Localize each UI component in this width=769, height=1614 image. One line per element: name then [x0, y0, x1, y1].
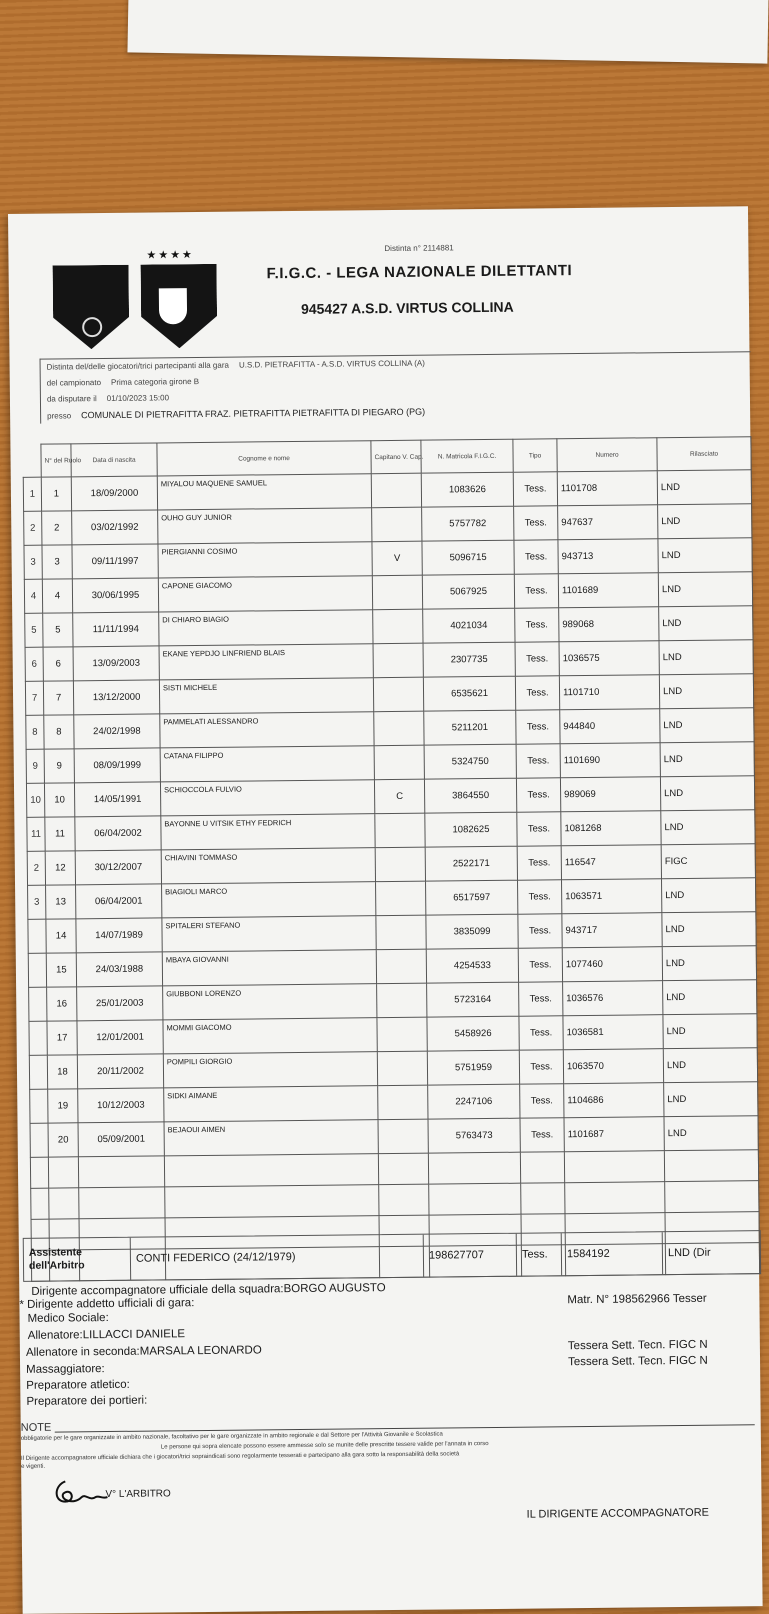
- row-mark: [30, 1123, 48, 1157]
- cell-birth: 09/11/1997: [72, 544, 158, 579]
- header-rilasciato: Rilasciato: [657, 437, 751, 471]
- cell-numero: 116547: [561, 845, 661, 880]
- cell-numero: 1063571: [562, 879, 662, 914]
- assistant-label: Assistente dell'Arbitro: [24, 1238, 131, 1281]
- empty-cell: [520, 1152, 564, 1183]
- figc-shield-icon: [141, 264, 218, 349]
- cell-matricola: 5763473: [428, 1118, 520, 1153]
- notes-line-3: Il Dirigente accompagnatore ufficiale dichiara che i giocatori/trici sopraindicati sono regolarmente tesserati e partecipano alla gara sotto la responsabilità della società: [21, 1451, 460, 1462]
- cell-birth: 13/12/2000: [73, 680, 159, 715]
- cell-name: GIUBBONI LORENZO: [163, 984, 377, 1020]
- cell-rilasciato: LND: [661, 878, 755, 913]
- cell-matricola: 5096715: [422, 540, 514, 575]
- cell-name: SISTI MICHELE: [159, 678, 373, 714]
- cell-rilasciato: LND: [660, 742, 754, 777]
- stars-icon: ★★★★: [146, 249, 194, 262]
- cell-rilasciato: LND: [661, 810, 755, 845]
- cell-birth: 30/06/1995: [72, 578, 158, 613]
- cell-tipo: Tess.: [520, 1118, 564, 1152]
- empty-cell: [164, 1154, 378, 1187]
- notes-vigenti: e vigenti.: [21, 1463, 46, 1470]
- cell-birth: 25/01/2003: [77, 986, 163, 1021]
- assistant-numero: 1584192: [562, 1232, 663, 1275]
- cell-name: SCHIOCCOLA FULVIO: [160, 780, 374, 816]
- cell-num: 4: [42, 579, 72, 613]
- cell-numero: 1081268: [561, 811, 661, 846]
- cell-matricola: 2247106: [428, 1084, 520, 1119]
- cell-tipo: Tess.: [515, 676, 559, 710]
- cell-num: 17: [47, 1021, 77, 1055]
- cell-matricola: 1083626: [421, 472, 513, 507]
- row-mark: 6: [25, 647, 43, 681]
- cell-birth: 05/09/2001: [78, 1122, 164, 1157]
- distinta-number: Distinta n° 2114881: [384, 243, 454, 254]
- empty-cell: [79, 1187, 165, 1219]
- cell-matricola: 5757782: [422, 506, 514, 541]
- cell-name: PAMMELATI ALESSANDRO: [160, 712, 374, 748]
- cell-tipo: Tess.: [515, 642, 559, 676]
- cell-numero: 1036575: [559, 641, 659, 676]
- cell-captain: [377, 1051, 427, 1086]
- cell-captain: [373, 643, 423, 678]
- cell-birth: 24/03/1988: [76, 952, 162, 987]
- cell-birth: 30/12/2007: [75, 850, 161, 885]
- cell-captain: [377, 983, 427, 1018]
- cell-rilasciato: FIGC: [661, 844, 755, 879]
- assistant-name: CONTI FEDERICO (24/12/1979): [131, 1235, 424, 1280]
- cell-birth: 11/11/1994: [73, 612, 159, 647]
- empty-cell: [31, 1188, 49, 1219]
- dirigente-addetto: * Dirigente addetto ufficiali di gara:: [19, 1297, 195, 1311]
- cell-name: PIERGIANNI COSIMO: [158, 542, 372, 578]
- cell-name: MIYALOU MAQUENE SAMUEL: [157, 474, 371, 510]
- dirigente-signature-label: IL DIRIGENTE ACCOMPAGNATORE: [526, 1506, 710, 1521]
- cell-name: SIDKI AIMANE: [164, 1086, 378, 1122]
- cell-rilasciato: LND: [658, 538, 752, 573]
- empty-cell: [428, 1152, 520, 1184]
- cell-birth: 12/01/2001: [77, 1020, 163, 1055]
- cell-num: 8: [44, 715, 74, 749]
- cell-tipo: Tess.: [518, 948, 562, 982]
- match-roster-sheet: [8, 206, 763, 1614]
- cell-num: 3: [42, 545, 72, 579]
- cell-birth: 10/12/2003: [78, 1088, 164, 1123]
- header-captain: Capitano V. Cap.: [371, 440, 421, 474]
- cell-name: OUHO GUY JUNIOR: [158, 508, 372, 544]
- cell-captain: [373, 609, 423, 644]
- cell-captain: V: [372, 541, 422, 576]
- cell-matricola: 5211201: [424, 710, 516, 745]
- allenatore-seconda: Allenatore in seconda:MARSALA LEONARDO: [25, 1344, 262, 1359]
- info-line-league: del campionato Prima categoria girone B: [46, 377, 200, 388]
- cell-captain: [372, 507, 422, 542]
- cell-num: 14: [46, 919, 76, 953]
- cell-captain: [374, 745, 424, 780]
- cell-captain: [376, 915, 426, 950]
- empty-cell: [664, 1150, 758, 1182]
- cell-num: 2: [42, 511, 72, 545]
- empty-cell: [379, 1184, 429, 1216]
- cell-matricola: 6535621: [423, 676, 515, 711]
- cell-rilasciato: LND: [663, 980, 757, 1015]
- cell-tipo: Tess.: [514, 574, 558, 608]
- cell-birth: 20/11/2002: [77, 1054, 163, 1089]
- assistant-tipo: Tess.: [517, 1233, 562, 1275]
- cell-tipo: Tess.: [518, 880, 562, 914]
- cell-captain: [374, 711, 424, 746]
- cell-rilasciato: LND: [658, 572, 752, 607]
- row-mark: 7: [25, 681, 43, 715]
- header-num: N° del Ruolo: [41, 444, 71, 477]
- dirigente-matricola: Matr. N° 198562966 Tesser: [567, 1292, 707, 1307]
- cell-num: 12: [45, 851, 75, 885]
- cell-numero: 989068: [559, 607, 659, 642]
- cell-num: 9: [44, 749, 74, 783]
- cell-numero: 1101690: [560, 743, 660, 778]
- cell-name: CATANA FILIPPO: [160, 746, 374, 782]
- row-mark: 9: [26, 749, 44, 783]
- empty-cell: [665, 1181, 759, 1213]
- assistant-matr: 198627707: [424, 1234, 517, 1277]
- cell-birth: 24/02/1998: [74, 714, 160, 749]
- cell-tipo: Tess.: [514, 506, 558, 540]
- cell-numero: 1104686: [564, 1083, 664, 1118]
- cell-numero: 1036581: [563, 1015, 663, 1050]
- tessera-allenatore: Tessera Sett. Tecn. FIGC N: [567, 1338, 708, 1353]
- cell-rilasciato: LND: [659, 606, 753, 641]
- empty-cell: [78, 1156, 164, 1188]
- cell-matricola: 4021034: [423, 608, 515, 643]
- cell-num: 19: [48, 1089, 78, 1123]
- lnd-shield-icon: [53, 265, 130, 350]
- header-numero: Numero: [557, 438, 657, 472]
- cell-tipo: Tess.: [519, 1050, 563, 1084]
- medico-sociale: Medico Sociale:: [27, 1312, 109, 1325]
- cell-tipo: Tess.: [517, 846, 561, 880]
- cell-rilasciato: LND: [658, 504, 752, 539]
- cell-captain: [375, 847, 425, 882]
- cell-num: 16: [47, 987, 77, 1021]
- cell-tipo: Tess.: [520, 1084, 564, 1118]
- cell-rilasciato: LND: [663, 1048, 757, 1083]
- row-mark: [28, 919, 46, 953]
- row-mark: 3: [28, 885, 46, 919]
- cell-captain: [375, 813, 425, 848]
- header-birth: Data di nascita: [71, 443, 157, 477]
- cell-birth: 18/09/2000: [71, 476, 157, 511]
- cell-numero: 1077460: [562, 947, 662, 982]
- cell-captain: [378, 1119, 428, 1154]
- cell-matricola: 5723164: [427, 982, 519, 1017]
- tessera-allenatore-seconda: Tessera Sett. Tecn. FIGC N: [567, 1354, 708, 1369]
- cell-matricola: 5751959: [427, 1050, 519, 1085]
- cell-matricola: 6517597: [426, 880, 518, 915]
- row-mark: [29, 1021, 47, 1055]
- cell-captain: [376, 949, 426, 984]
- row-mark: 2: [24, 511, 42, 545]
- cell-name: BIAGIOLI MARCO: [162, 882, 376, 918]
- cell-num: 6: [43, 647, 73, 681]
- cell-name: BAYONNE U VITSIK ETHY FEDRICH: [161, 814, 375, 850]
- cell-name: DI CHIARO BIAGIO: [159, 610, 373, 646]
- row-mark: [29, 987, 47, 1021]
- preparatore-portieri: Preparatore dei portieri:: [26, 1394, 148, 1408]
- row-mark: [29, 1055, 47, 1089]
- cell-rilasciato: LND: [659, 674, 753, 709]
- arbitro-label: V° L'ARBITRO: [105, 1488, 171, 1501]
- allenatore: Allenatore:LILLACCI DANIELE: [27, 1328, 186, 1342]
- cell-numero: 989069: [560, 777, 660, 812]
- cell-tipo: Tess.: [516, 744, 560, 778]
- cell-birth: 06/04/2002: [75, 816, 161, 851]
- cell-rilasciato: LND: [659, 640, 753, 675]
- cell-tipo: Tess.: [516, 778, 560, 812]
- row-mark: [30, 1089, 48, 1123]
- cell-captain: C: [374, 779, 424, 814]
- notes-line-2: Le persone qui sopra elencate possono essere ammesse solo se munite delle prescritte tessere valide per l'annata in corso: [160, 1441, 489, 1451]
- notes-label: NOTE: [20, 1421, 52, 1434]
- cell-rilasciato: LND: [664, 1116, 758, 1151]
- cell-tipo: Tess.: [514, 540, 558, 574]
- cell-num: 11: [45, 817, 75, 851]
- document-title: F.I.G.C. - LEGA NAZIONALE DILETTANTI: [266, 262, 573, 283]
- cell-birth: 03/02/1992: [72, 510, 158, 545]
- empty-cell: [165, 1185, 379, 1218]
- cell-captain: [373, 677, 423, 712]
- cell-matricola: 2307735: [423, 642, 515, 677]
- row-mark: 1: [23, 477, 41, 511]
- cell-matricola: 4254533: [426, 948, 518, 983]
- cell-rilasciato: LND: [657, 470, 751, 505]
- empty-cell: [429, 1183, 521, 1215]
- cell-matricola: 5458926: [427, 1016, 519, 1051]
- cell-num: 13: [46, 885, 76, 919]
- logos: [53, 249, 218, 350]
- row-mark: 5: [25, 613, 43, 647]
- info-line-date: da disputare il 01/10/2023 15:00: [46, 393, 170, 404]
- cell-num: 5: [43, 613, 73, 647]
- cell-tipo: Tess.: [516, 710, 560, 744]
- cell-num: 1: [41, 477, 71, 511]
- cell-name: CAPONE GIACOMO: [158, 576, 372, 612]
- cell-birth: 08/09/1999: [74, 748, 160, 783]
- cell-tipo: Tess.: [513, 472, 557, 506]
- notes-line-1: obbligatorie per le gare organizzate in ambito nazionale, facoltativo per le gare organizzate in ambito regionale e dal Settore per l'Attività Giovanile e Scolastica: [20, 1431, 443, 1442]
- cell-captain: [377, 1017, 427, 1052]
- cell-birth: 14/07/1989: [76, 918, 162, 953]
- cell-captain: [378, 1085, 428, 1120]
- cell-tipo: Tess.: [519, 982, 563, 1016]
- cell-birth: 06/04/2001: [76, 884, 162, 919]
- cell-numero: 943717: [562, 913, 662, 948]
- cell-name: SPITALERI STEFANO: [162, 916, 376, 952]
- cell-numero: 1101689: [558, 573, 658, 608]
- cell-rilasciato: LND: [664, 1082, 758, 1117]
- massaggiatore: Massaggiatore:: [26, 1363, 105, 1376]
- header-tipo: Tipo: [513, 439, 557, 472]
- cell-captain: [376, 881, 426, 916]
- cell-rilasciato: LND: [660, 708, 754, 743]
- team-name: 945427 A.S.D. VIRTUS COLLINA: [300, 298, 514, 317]
- notes-section: [20, 1414, 761, 1470]
- cell-rilasciato: LND: [662, 946, 756, 981]
- cell-numero: 1101710: [559, 675, 659, 710]
- cell-numero: 1063570: [563, 1049, 663, 1084]
- referee-signature-icon: [51, 1475, 111, 1510]
- cell-birth: 13/09/2003: [73, 646, 159, 681]
- players-table: [22, 436, 760, 1282]
- cell-num: 18: [47, 1055, 77, 1089]
- cell-tipo: Tess.: [519, 1016, 563, 1050]
- cell-numero: 944840: [560, 709, 660, 744]
- cell-numero: 947637: [558, 505, 658, 540]
- cell-numero: 1036576: [563, 981, 663, 1016]
- row-mark: 8: [26, 715, 44, 749]
- cell-name: POMPILI GIORGIO: [163, 1052, 377, 1088]
- referee-assistant-row: [23, 1230, 761, 1282]
- row-mark: 2: [27, 851, 45, 885]
- cell-rilasciato: LND: [662, 912, 756, 947]
- cell-matricola: 2522171: [425, 846, 517, 881]
- cell-name: EKANE YEPDJO LINFRIEND BLAIS: [159, 644, 373, 680]
- cell-tipo: Tess.: [518, 914, 562, 948]
- cell-numero: 1101687: [564, 1117, 664, 1152]
- cell-rilasciato: LND: [663, 1014, 757, 1049]
- empty-cell: [564, 1151, 664, 1183]
- cell-matricola: 5324750: [424, 744, 516, 779]
- background-paper-sheet: [127, 0, 768, 64]
- row-mark: 11: [27, 817, 45, 851]
- cell-name: MBAYA GIOVANNI: [162, 950, 376, 986]
- empty-cell: [30, 1157, 48, 1188]
- row-mark: 10: [26, 783, 44, 817]
- empty-cell: [48, 1157, 78, 1188]
- cell-num: 7: [43, 681, 73, 715]
- preparatore-atletico: Preparatore atletico:: [26, 1378, 130, 1392]
- dirigente-accompagnatore: Dirigente accompagnatore ufficiale della squadra:BORGO AUGUSTO: [31, 1282, 386, 1298]
- cell-matricola: 3864550: [424, 778, 516, 813]
- cell-name: CHIAVINI TOMMASO: [161, 848, 375, 884]
- cell-rilasciato: LND: [660, 776, 754, 811]
- cell-name: MOMMI GIACOMO: [163, 1018, 377, 1054]
- cell-num: 10: [44, 783, 74, 817]
- empty-cell: [49, 1188, 79, 1219]
- assistant-rilasciato: LND (Dir: [667, 1246, 711, 1260]
- empty-cell: [378, 1153, 428, 1185]
- cell-matricola: 3835099: [426, 914, 518, 949]
- cell-captain: [371, 473, 421, 508]
- cell-numero: 1101708: [557, 471, 657, 506]
- row-mark: 4: [24, 579, 42, 613]
- row-mark: [28, 953, 46, 987]
- cell-tipo: Tess.: [515, 608, 559, 642]
- empty-cell: [521, 1183, 565, 1214]
- header-matricola: N. Matricola F.I.G.C.: [421, 439, 513, 473]
- cell-num: 15: [46, 953, 76, 987]
- cell-captain: [372, 575, 422, 610]
- cell-num: 20: [48, 1123, 78, 1157]
- cell-numero: 943713: [558, 539, 658, 574]
- empty-cell: [565, 1182, 665, 1214]
- info-line-match: Distinta del/delle giocatori/trici partecipanti alla gara U.S.D. PIETRAFITTA - A.S.D. VIRTUS COLLINA (A): [46, 358, 425, 372]
- row-mark: 3: [24, 545, 42, 579]
- info-line-venue: presso COMUNALE DI PIETRAFITTA FRAZ. PIETRAFITTA PIETRAFITTA DI PIEGARO (PG): [47, 406, 426, 421]
- cell-name: BEJAOUI AIMEN: [164, 1120, 378, 1156]
- match-info: [40, 351, 752, 423]
- cell-matricola: 1082625: [425, 812, 517, 847]
- cell-tipo: Tess.: [517, 812, 561, 846]
- cell-matricola: 5067925: [422, 574, 514, 609]
- cell-birth: 14/05/1991: [74, 782, 160, 817]
- header-name: Cognome e nome: [157, 441, 371, 476]
- figc-logo: [141, 249, 218, 349]
